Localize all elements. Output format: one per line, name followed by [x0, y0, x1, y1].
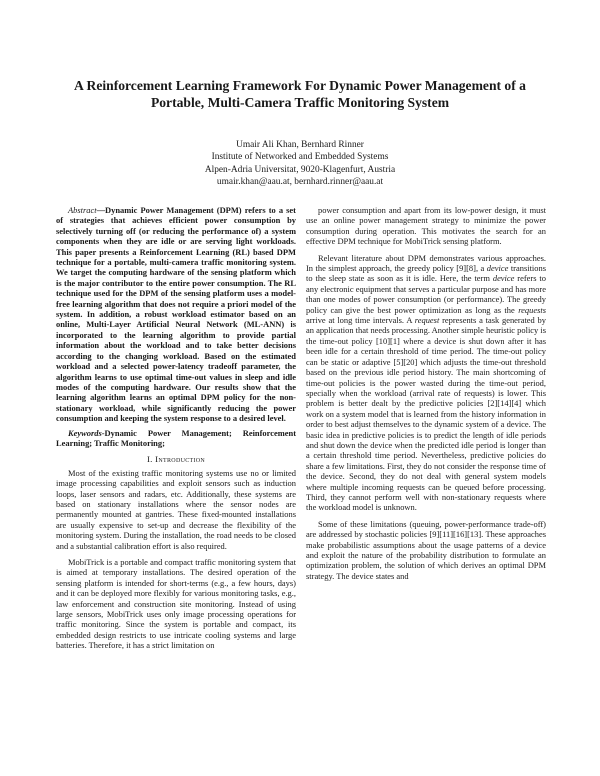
section-heading-introduction: I. Introduction: [146, 454, 206, 465]
paper-title: A Reinforcement Learning Framework For Dynamic Power Management of a Portable, Multi-Camera Traffic Monitoring System: [74, 78, 526, 110]
right-column: [306, 205, 546, 587]
text-run: transitions to the sleep state as soon as it is idle. Here, the term: [306, 263, 546, 284]
affiliation: Institute of Networked and Embedded Systems: [211, 152, 389, 163]
author-names: Umair Ali Khan, Bernhard Rinner: [236, 140, 364, 150]
author-emails: umair.khan@aau.at, bernhard.rinner@aau.at: [216, 177, 384, 188]
author-block: [150, 139, 450, 189]
keywords-text: -Dynamic Power Management; Reinforcement Learning; Traffic Monitoring;: [56, 427, 296, 448]
emphasis-term: device: [492, 273, 515, 284]
emphasis-term: device: [486, 263, 509, 274]
keywords-label: Keywords: [68, 427, 102, 438]
intro-paragraph-2: MobiTrick is a portable and compact traffic monitoring system that is aimed at temporary installations. The desired operation of the sensing platform is intended for short-terms (e.g., a few hours, days) and it can be deployed more flexibly for various monitoring tasks, e.g., law enforcement and construction site monitoring. Instead of using large sensors, MobiTrick uses only image processing operations for traffic monitoring. Since the system is portable and compact, its embedded design restricts to use intricate cooling systems and large batteries. Therefore, it has a strict limitation on: [56, 557, 296, 651]
right-paragraph-1: power consumption and apart from its low-power design, it must use an online power management strategy to minimize the power consumption during operation. This motivates the search for an effective DPM technique for MobiTrick sensing platform.: [306, 205, 546, 247]
abstract: [56, 205, 296, 424]
left-column: [56, 205, 296, 657]
emphasis-term: requests: [518, 304, 546, 315]
emphasis-term: request: [414, 315, 440, 326]
abstract-label: Abstract: [68, 205, 97, 215]
keywords: [56, 428, 296, 449]
text-run: represents a task generated by an application that needs processing. Another simple heuristic policy is the time-out policy [10][1] where a device is shut down after it has been idle for a certain threshold of time period. The time-out policy can be static or adaptive [5][20] which adjusts the time-out threshold based on the previous idle period history. The main shortcoming of time-out policies is the power wasted during the time-out period, specially when the workload (arrival rate of requests) is lower. This problem is better dealt by the predictive policies [2][14][4] which work on a system model that is learned from the history information in order to best adjust themselves to the dynamic system of a device. The basic idea in predictive policies is to predict the length of idle periods and shut down the device when the predicted idle period is longer than a certain threshold time period. Nevertheless, predictive policies do share a few limitations. First, they do not consider the response time of the device. Second, they do not deal with general system models where multiple incoming requests can be queued before processing. Third, they cannot perform well with non-stationary requests where the workload model is unknown.: [306, 315, 546, 513]
address: Alpen-Adria Universitat, 9020-Klagenfurt, Austria: [204, 164, 396, 175]
abstract-text: —Dynamic Power Management (DPM) refers to a set of strategies that achieves efficient power consumption by selectively turning off (or reducing the performance of) a system components when they are idle or are serving light workloads. This paper presents a Reinforcement Learning (RL) based DPM technique for a portable, multi-camera traffic monitoring system. We target the computing hardware of the sensing platform which is the major contributor to the entire power consumption. The RL technique used for the DPM of the sensing platform uses a model-free learning algorithm that does not require a priori model of the system. In addition, a robust workload estimator based on an online, Multi-Layer Artificial Neural Network (ML-ANN) is incorporated to the learning algorithm to provide partial information about the workload and to take better decisions according to the changing workload. Based on the estimated workload and a selected power-latency tradeoff parameter, the algorithm learns to use optimal time-out values in sleep and idle modes of the computing hardware. Our results show that the learning algorithm learns an optimal DPM policy for the non-stationary workload, while significantly reducing the power consumption and keeping the system response to a desired level.: [56, 205, 296, 424]
text-run: refers to any electronic equipment that serves a particular purpose and has more than one modes of power consumption (or performance). The greedy policy can give the best power optimization as long as the: [306, 273, 546, 315]
intro-paragraph-1: Most of the existing traffic monitoring systems use no or limited image processing capabilities and exploit sensors such as induction loops, laser sensors and radars, etc. Additionally, these systems are based on stationary installations where the sensor nodes are permanently mounted at gantries. These fixed-mounted installations are usually expensive to set-up and decrease the flexibility of the monitoring system. During the installation, the road needs to be closed and a substantial calibration effort is also required.: [56, 467, 296, 551]
right-paragraph-3: Some of these limitations (queuing, power-performance trade-off) are addressed by stochastic policies [9][11][16][13]. These approaches make probabilistic assumptions about the usage patterns of a device and exploit the nature of the probability distribution to formulate an optimization problem, the solution of which derives an optimal DPM strategy. The device states and: [306, 518, 546, 581]
text-run: Relevant literature about DPM demonstrates various approaches. In the simplest approach, the greedy policy [9][8], a: [306, 252, 546, 274]
right-paragraph-2: [306, 253, 546, 513]
text-run: arrive at long time intervals. A: [306, 315, 415, 326]
